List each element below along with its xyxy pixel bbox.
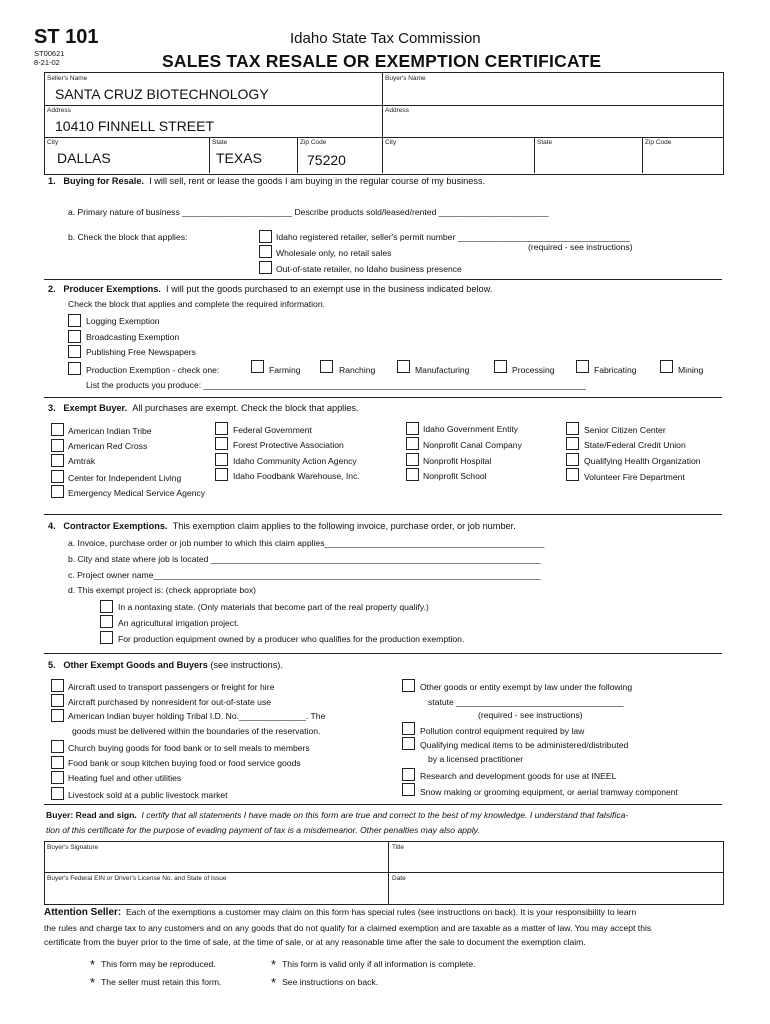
- medical-items-checkbox[interactable]: [402, 737, 415, 750]
- mining-label: Mining: [678, 365, 704, 375]
- production-equipment-checkbox[interactable]: [100, 631, 113, 644]
- logging-checkbox[interactable]: [68, 314, 81, 327]
- form-number: ST00621: [34, 49, 65, 58]
- ein-field[interactable]: [47, 883, 385, 901]
- certify-line-2: tion of this certificate for the purpose of evading payment of tax is a misdemeanor. Other penalties may also apply.: [46, 825, 480, 835]
- nonprofit-school-checkbox[interactable]: [406, 468, 419, 481]
- seller-address-field[interactable]: 10410 FINNELL STREET: [55, 118, 214, 134]
- community-action-checkbox[interactable]: [215, 453, 228, 466]
- date-label: Date: [392, 875, 406, 882]
- seller-state-label: State: [212, 139, 228, 146]
- idaho-govt-label: Idaho Government Entity: [423, 424, 519, 434]
- federal-govt-checkbox[interactable]: [215, 422, 228, 435]
- community-action-label: Idaho Community Action Agency: [233, 456, 357, 466]
- signature-box: [44, 841, 724, 905]
- snow-making-checkbox[interactable]: [402, 783, 415, 796]
- independent-living-label: Center for Independent Living: [68, 473, 182, 483]
- processing-label: Processing: [512, 365, 555, 375]
- divider: [44, 514, 722, 515]
- divider: [44, 397, 722, 398]
- church-checkbox[interactable]: [51, 740, 64, 753]
- section-1b: b. Check the block that applies:: [68, 232, 188, 242]
- credit-union-label: State/Federal Credit Union: [584, 440, 686, 450]
- statute-line: statute ___________________________________: [428, 697, 624, 707]
- fire-dept-checkbox[interactable]: [566, 468, 579, 481]
- seller-state-field[interactable]: TEXAS: [216, 150, 262, 166]
- foodbank-warehouse-label: Idaho Foodbank Warehouse, Inc.: [233, 471, 360, 481]
- statute-note: (required - see instructions): [478, 710, 583, 720]
- seller-city-label: City: [47, 139, 59, 146]
- church-label: Church buying goods for food bank or to sell meals to members: [68, 743, 310, 753]
- buyer-state-label: State: [537, 139, 553, 146]
- divider: [44, 279, 722, 280]
- publishing-checkbox[interactable]: [68, 345, 81, 358]
- section-1-title: 1. Buying for Resale. I will sell, rent or lease the goods I am buying in the regular course of my business.: [48, 176, 486, 186]
- canal-company-checkbox[interactable]: [406, 437, 419, 450]
- aircraft-hire-checkbox[interactable]: [51, 679, 64, 692]
- fabricating-checkbox[interactable]: [576, 360, 589, 373]
- indian-buyer-checkbox[interactable]: [51, 709, 64, 722]
- certify-line-1: Buyer: Read and sign. I certify that all statements I have made on this form are true and correct to the best of my knowledge. I understand that falsifica-: [46, 810, 629, 820]
- farming-label: Farming: [269, 365, 301, 375]
- aircraft-nonresident-label: Aircraft purchased by nonresident for out-of-state use: [68, 697, 272, 707]
- idaho-govt-checkbox[interactable]: [406, 422, 419, 435]
- forest-protective-label: Forest Protective Association: [233, 440, 344, 450]
- seller-address-label: Address: [47, 107, 71, 114]
- section-3-title: 3. Exempt Buyer. All purchases are exempt. Check the block that applies.: [48, 403, 359, 413]
- section-4a: a. Invoice, purchase order or job number to which this claim applies______________________________________________: [68, 538, 545, 548]
- buyer-city-label: City: [385, 139, 397, 146]
- attention-seller: Attention Seller: Each of the exemptions a customer may claim on this form has special rules (see instructions on back). It is your responsibility to learn the rules and charge tax to any customers and on any goods that do not qualify for a claimed exemption and are taxable as a matter of law. You may accept this certificate from the buyer prior to the time of sale, at the time of sale, or at any reasonable time after the sale to document the exemption claim.: [44, 907, 652, 947]
- other-goods-label: Other goods or entity exempt by law under the following: [420, 682, 633, 692]
- seller-city-field[interactable]: DALLAS: [57, 150, 111, 166]
- buyer-signature-field[interactable]: [47, 852, 385, 870]
- forest-protective-checkbox[interactable]: [215, 437, 228, 450]
- form-code: ST 101: [34, 26, 99, 48]
- nonprofit-hospital-checkbox[interactable]: [406, 453, 419, 466]
- logging-label: Logging Exemption: [86, 316, 160, 326]
- section-4d: d. This exempt project is: (check appropriate box): [68, 585, 257, 595]
- buyer-zip-label: Zip Code: [645, 139, 672, 146]
- buyer-signature-label: Buyer's Signature: [47, 844, 99, 851]
- senior-center-label: Senior Citizen Center: [584, 425, 666, 435]
- ein-label: Buyer's Federal EIN or Driver's License No. and State of Issue: [47, 875, 227, 882]
- fire-dept-label: Volunteer Fire Department: [584, 472, 685, 482]
- pollution-checkbox[interactable]: [402, 722, 415, 735]
- livestock-label: Livestock sold at a public livestock market: [68, 790, 228, 800]
- resale-wholesale-checkbox[interactable]: [259, 245, 272, 258]
- red-cross-label: American Red Cross: [68, 441, 148, 451]
- ranching-label: Ranching: [339, 365, 376, 375]
- health-org-label: Qualifying Health Organization: [584, 456, 701, 466]
- seller-name-label: Seller's Name: [47, 75, 88, 82]
- fabricating-label: Fabricating: [594, 365, 637, 375]
- section-2-sub: Check the block that applies and complete the required information.: [68, 299, 326, 309]
- section-2-title: 2. Producer Exemptions. I will put the goods purchased to an exempt use in the business indicated below.: [48, 284, 493, 294]
- resale-retailer-label: Idaho registered retailer, seller's permit number ____________________________________: [276, 232, 630, 242]
- pollution-label: Pollution control equipment required by law: [420, 726, 585, 736]
- foodbank-warehouse-checkbox[interactable]: [215, 468, 228, 481]
- buyer-address-label: Address: [385, 107, 409, 114]
- resale-retailer-checkbox[interactable]: [259, 230, 272, 243]
- buyer-address-field[interactable]: [385, 115, 721, 135]
- divider: [44, 653, 722, 654]
- livestock-checkbox[interactable]: [51, 787, 64, 800]
- food-bank-label: Food bank or soup kitchen buying food or food service goods: [68, 758, 301, 768]
- bullet-valid: * This form is valid only if all information is complete.: [271, 957, 476, 972]
- american-indian-tribe-label: American Indian Tribe: [68, 426, 152, 436]
- buyer-name-field[interactable]: [385, 83, 721, 103]
- snow-making-label: Snow making or grooming equipment, or aerial tramway component: [420, 787, 678, 797]
- credit-union-checkbox[interactable]: [566, 437, 579, 450]
- processing-checkbox[interactable]: [494, 360, 507, 373]
- irrigation-label: An agricultural irrigation project.: [118, 618, 239, 628]
- section-4b: b. City and state where job is located _____________________________________________________________________: [68, 554, 541, 564]
- american-indian-tribe-checkbox[interactable]: [51, 423, 64, 436]
- ranching-checkbox[interactable]: [320, 360, 333, 373]
- farming-checkbox[interactable]: [251, 360, 264, 373]
- amtrak-label: Amtrak: [68, 456, 96, 466]
- irrigation-checkbox[interactable]: [100, 615, 113, 628]
- section-1a: a. Primary nature of business _______________________ Describe products sold/leased/rented _______________________: [68, 207, 549, 217]
- nontaxing-state-label: In a nontaxing state. (Only materials that become part of the real property qualify.): [118, 602, 429, 612]
- indian-buyer-label-cont: goods must be delivered within the boundaries of the reservation.: [72, 726, 321, 736]
- form-title: SALES TAX RESALE OR EXEMPTION CERTIFICATE: [162, 51, 602, 71]
- seller-name-field[interactable]: SANTA CRUZ BIOTECHNOLOGY: [55, 86, 269, 102]
- indian-buyer-label: American Indian buyer holding Tribal I.D. No.______________. The: [68, 711, 326, 721]
- publishing-label: Publishing Free Newspapers: [86, 347, 196, 357]
- date-field[interactable]: [392, 883, 720, 901]
- heating-fuel-checkbox[interactable]: [51, 771, 64, 784]
- seller-zip-field[interactable]: 75220: [307, 152, 346, 168]
- bullet-instructions: * See instructions on back.: [271, 975, 379, 990]
- nonprofit-hospital-label: Nonprofit Hospital: [423, 456, 492, 466]
- amtrak-checkbox[interactable]: [51, 454, 64, 467]
- seller-zip-label: Zip Code: [300, 139, 327, 146]
- resale-outofstate-label: Out-of-state retailer, no Idaho business presence: [276, 264, 462, 274]
- research-checkbox[interactable]: [402, 768, 415, 781]
- revision-date: 8-21-02: [34, 58, 60, 67]
- aircraft-nonresident-checkbox[interactable]: [51, 694, 64, 707]
- section-4-title: 4. Contractor Exemptions. This exemption claim applies to the following invoice, purchase order, or job number.: [48, 521, 516, 531]
- production-equipment-label: For production equipment owned by a producer who qualifies for the production exemption.: [118, 634, 465, 644]
- title-field[interactable]: [392, 852, 720, 870]
- other-goods-checkbox[interactable]: [402, 679, 415, 692]
- divider: [44, 804, 722, 805]
- health-org-checkbox[interactable]: [566, 453, 579, 466]
- resale-note: (required - see instructions): [528, 242, 633, 252]
- aircraft-hire-label: Aircraft used to transport passengers or freight for hire: [68, 682, 275, 692]
- section-4c: c. Project owner name_________________________________________________________________________________: [68, 570, 541, 580]
- research-label: Research and development goods for use at INEEL: [420, 771, 617, 781]
- red-cross-checkbox[interactable]: [51, 439, 64, 452]
- list-products-line: List the products you produce: ________________________________________________________________________________: [86, 380, 586, 390]
- manufacturing-label: Manufacturing: [415, 365, 470, 375]
- senior-center-checkbox[interactable]: [566, 422, 579, 435]
- manufacturing-checkbox[interactable]: [397, 360, 410, 373]
- section-5-title: 5. Other Exempt Goods and Buyers (see instructions).: [48, 660, 283, 670]
- production-label: Production Exemption - check one:: [86, 365, 220, 375]
- buyer-name-label: Buyer's Name: [385, 75, 426, 82]
- broadcasting-label: Broadcasting Exemption: [86, 332, 180, 342]
- canal-company-label: Nonprofit Canal Company: [423, 440, 522, 450]
- food-bank-checkbox[interactable]: [51, 756, 64, 769]
- medical-items-label: Qualifying medical items to be administered/distributed: [420, 740, 629, 750]
- broadcasting-checkbox[interactable]: [68, 330, 81, 343]
- title-label: Title: [392, 844, 405, 851]
- resale-outofstate-checkbox[interactable]: [259, 261, 272, 274]
- mining-checkbox[interactable]: [660, 360, 673, 373]
- medical-items-label-cont: by a licensed practitioner: [428, 754, 524, 764]
- heating-fuel-label: Heating fuel and other utilities: [68, 773, 182, 783]
- bullet-reproduced: * This form may be reproduced.: [90, 957, 216, 972]
- agency-name: Idaho State Tax Commission: [290, 30, 481, 47]
- nontaxing-state-checkbox[interactable]: [100, 600, 113, 613]
- ems-agency-checkbox[interactable]: [51, 485, 64, 498]
- resale-wholesale-label: Wholesale only, no retail sales: [276, 248, 392, 258]
- seller-buyer-grid: [44, 72, 724, 175]
- federal-govt-label: Federal Government: [233, 425, 312, 435]
- production-checkbox[interactable]: [68, 362, 81, 375]
- ems-agency-label: Emergency Medical Service Agency: [68, 488, 206, 498]
- nonprofit-school-label: Nonprofit School: [423, 471, 487, 481]
- bullet-retain: * The seller must retain this form.: [90, 975, 222, 990]
- independent-living-checkbox[interactable]: [51, 470, 64, 483]
